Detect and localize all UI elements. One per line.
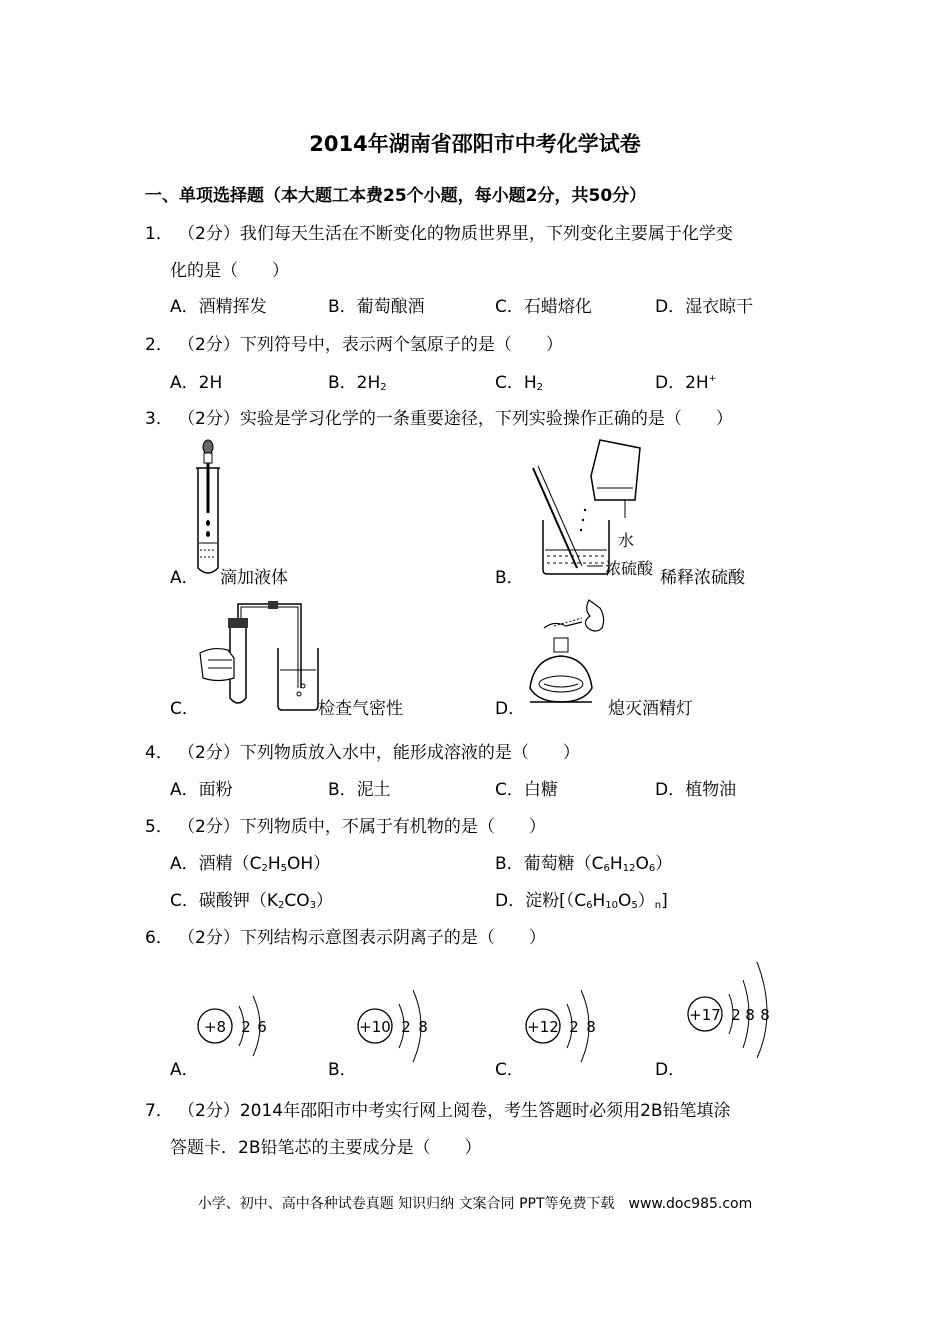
shell-label: 8 — [760, 1006, 770, 1024]
dropper-test-tube-figure — [190, 438, 230, 578]
option-b[interactable]: B． — [328, 1060, 357, 1080]
option-c[interactable]: C．石蜡熔化 — [495, 297, 592, 317]
question-text: （2分）实验是学习化学的一条重要途径，下列实验操作正确的是（ ） — [178, 409, 733, 429]
question-number: 5． — [145, 817, 173, 837]
option-b[interactable]: B． — [495, 568, 524, 588]
option-d[interactable]: D． — [495, 699, 526, 719]
option-c-label: 检查气密性 — [318, 699, 403, 719]
acid-label: 浓硫酸 — [605, 559, 654, 578]
question-number: 6． — [145, 928, 173, 948]
shell-label: 2 — [569, 1018, 579, 1036]
question-text: （2分）下列符号中，表示两个氢原子的是（ ） — [178, 335, 563, 355]
question-text: （2分）我们每天生活在不断变化的物质世界里，下列变化主要属于化学变 — [178, 224, 733, 244]
option-c[interactable]: C． — [170, 699, 199, 719]
page-title: 2014年湖南省邵阳市中考化学试卷 — [309, 132, 641, 156]
shell-label: 2 — [241, 1018, 251, 1036]
option-a[interactable]: A．酒精$(C_2H_5OH)$ — [170, 854, 331, 874]
question-text: （2分）下列物质放入水中，能形成溶液的是（ ） — [178, 743, 580, 763]
option-d[interactable]: D．湿衣晾干 — [655, 297, 754, 317]
shell-label: 2 — [401, 1018, 411, 1036]
nucleus-label: +17 — [689, 1006, 721, 1024]
question-text: （2分）下列物质中，不属于有机物的是（ ） — [178, 817, 546, 837]
question-number: 7． — [145, 1101, 173, 1121]
question-text: （2分）2014年邵阳市中考实行网上阅卷，考生答题时必须用2B铅笔填涂 — [178, 1101, 731, 1121]
option-c[interactable]: C．碳酸钾$(K_2CO_3)$ — [170, 891, 334, 911]
atom-diagram-b — [355, 984, 445, 1069]
option-a-label: 滴加液体 — [220, 568, 288, 588]
option-d[interactable]: D．植物油 — [655, 780, 737, 800]
nucleus-label: +8 — [203, 1018, 227, 1036]
page-footer: 小学、初中、高中各种试卷真题 知识归纳 文案合同 PPT等免费下载 www.doc985.com — [197, 1196, 753, 1212]
option-a[interactable]: A． — [170, 1060, 199, 1080]
question-number: 4． — [145, 743, 173, 763]
shell-label: 8 — [586, 1018, 596, 1036]
atom-diagram-a — [195, 988, 285, 1068]
airtightness-figure — [198, 598, 318, 713]
atom-diagram-d — [685, 958, 785, 1058]
option-a[interactable]: A．2H — [170, 373, 223, 393]
question-number: 2． — [145, 335, 173, 355]
option-c[interactable]: C．白糖 — [495, 780, 558, 800]
option-d-label: 熄灭酒精灯 — [608, 699, 693, 719]
question-text-cont: 化的是（ ） — [170, 261, 289, 281]
section-heading: 一、单项选择题（本大题工本费25个小题，每小题2分，共50分） — [145, 186, 647, 206]
nucleus-label: +12 — [527, 1018, 559, 1036]
shell-label: 8 — [745, 1006, 755, 1024]
question-number: 1． — [145, 224, 173, 244]
question-number: 3． — [145, 409, 173, 429]
atom-diagram-c — [523, 984, 613, 1069]
option-d[interactable]: D．2H+ — [655, 373, 717, 393]
nucleus-label: +10 — [359, 1018, 391, 1036]
shell-label: 2 — [731, 1006, 741, 1024]
option-a[interactable]: A．面粉 — [170, 780, 233, 800]
option-b-label: 稀释浓硫酸 — [660, 568, 745, 588]
option-a[interactable]: A． — [170, 568, 199, 588]
option-d[interactable]: D． — [655, 1060, 686, 1080]
option-b[interactable]: B．$2H_2$ — [328, 373, 387, 393]
option-c[interactable]: C．$H_2$ — [495, 373, 544, 393]
option-b[interactable]: B．葡萄糖$(C_6H_{12}O_6)$ — [495, 854, 673, 874]
shell-label: 8 — [418, 1018, 428, 1036]
option-b[interactable]: B．葡萄酿酒 — [328, 297, 425, 317]
option-d[interactable]: D．淀粉$[(C_6H_{10}O_5)_n]$ — [495, 891, 668, 911]
water-label: 水 — [618, 531, 635, 550]
option-b[interactable]: B．泥土 — [328, 780, 391, 800]
shell-label: 6 — [257, 1018, 267, 1036]
question-text-cont: 答题卡．2B铅笔芯的主要成分是（ ） — [170, 1138, 482, 1158]
option-a[interactable]: A．酒精挥发 — [170, 297, 267, 317]
option-c[interactable]: C． — [495, 1060, 524, 1080]
question-text: （2分）下列结构示意图表示阴离子的是（ ） — [178, 928, 546, 948]
